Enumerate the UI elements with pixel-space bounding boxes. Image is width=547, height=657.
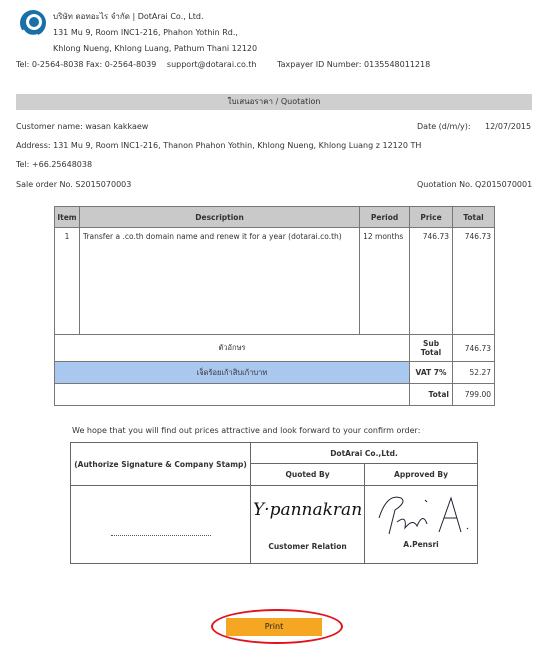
vat-value: 52.27	[453, 362, 495, 384]
quoted-by-label: Quoted By	[251, 464, 365, 486]
authorize-signature-box	[71, 486, 251, 564]
company-email: support@dotarai.co.th	[166, 60, 257, 69]
signature-company-name: DotArai Co.,Ltd.	[251, 443, 478, 464]
amount-in-words: เจ็ดร้อยเก้าสิบเก้าบาท	[55, 362, 410, 384]
col-header-description: Description	[79, 207, 359, 228]
row-period: 12 months	[360, 228, 410, 335]
company-address-block	[53, 9, 257, 57]
table-row	[55, 228, 495, 335]
sub-total-value: 746.73	[453, 335, 495, 362]
company-address-line1: 131 Mu 9, Room INC1-216, Phahon Yothin Rd.,	[53, 28, 238, 37]
customer-address: Address: 131 Mu 9, Room INC1-216, Thanon Phahon Yothin, Khlong Nueng, Khlong Luang z 12120 TH	[16, 141, 422, 150]
customer-tel: Tel: +66.25648038	[16, 160, 93, 169]
col-header-total: Total	[453, 207, 495, 228]
subtotal-row	[55, 335, 495, 362]
quotation-title-bar: ใบเสนอราคา / Quotation	[16, 94, 532, 110]
closing-note: We hope that you will find out prices attractive and look forward to your confirm order:	[72, 426, 421, 435]
company-address-line2: Khlong Nueng, Khlong Luang, Pathum Thani 12120	[53, 44, 258, 53]
quoted-by-role: Customer Relation	[268, 542, 347, 551]
items-table	[54, 206, 495, 406]
company-name: บริษัท ดอทอะไร จำกัด | DotArai Co., Ltd.	[53, 12, 204, 21]
quoted-by-box	[251, 486, 365, 564]
company-tel-fax: Tel: 0-2564-8038 Fax: 0-2564-8039	[16, 60, 157, 69]
company-logo	[18, 8, 48, 38]
vat-row	[55, 362, 495, 384]
date-label: Date (d/m/y):	[417, 122, 471, 131]
items-table-header	[55, 207, 495, 228]
row-price: 746.73	[410, 228, 453, 335]
customer-name: Customer name: wasan kakkaew	[16, 122, 149, 131]
row-item-number: 1	[55, 228, 80, 335]
amount-in-words-label: ตัวอักษร	[55, 335, 410, 362]
col-header-period: Period	[360, 207, 410, 228]
approved-signature-image	[367, 488, 475, 540]
approved-by-box	[365, 486, 478, 564]
approved-by-name: A.Pensri	[403, 540, 439, 549]
date-value: 12/07/2015	[485, 122, 532, 131]
total-row	[55, 384, 495, 406]
signature-blank-line	[111, 535, 211, 536]
total-row-spacer	[55, 384, 410, 406]
company-taxpayer-id: Taxpayer ID Number: 0135548011218	[277, 60, 431, 69]
sale-order-number: Sale order No. S2015070003	[16, 180, 132, 189]
row-description: Transfer a .co.th domain name and renew it for a year (dotarai.co.th)	[79, 228, 359, 335]
authorize-label: (Authorize Signature & Company Stamp)	[71, 443, 251, 486]
total-value: 799.00	[453, 384, 495, 406]
company-contact-line	[16, 60, 438, 69]
row-total: 746.73	[453, 228, 495, 335]
signature-table	[70, 442, 478, 564]
total-label: Total	[410, 384, 453, 406]
col-header-item: Item	[55, 207, 80, 228]
sub-total-label: Sub Total	[410, 335, 453, 362]
vat-label: VAT 7%	[410, 362, 453, 384]
approved-by-label: Approved By	[365, 464, 478, 486]
col-header-price: Price	[410, 207, 453, 228]
quotation-number: Quotation No. Q2015070001	[417, 180, 533, 189]
quoted-by-signature: Y·pannakran	[252, 500, 363, 520]
print-button[interactable]: Print	[226, 618, 322, 636]
